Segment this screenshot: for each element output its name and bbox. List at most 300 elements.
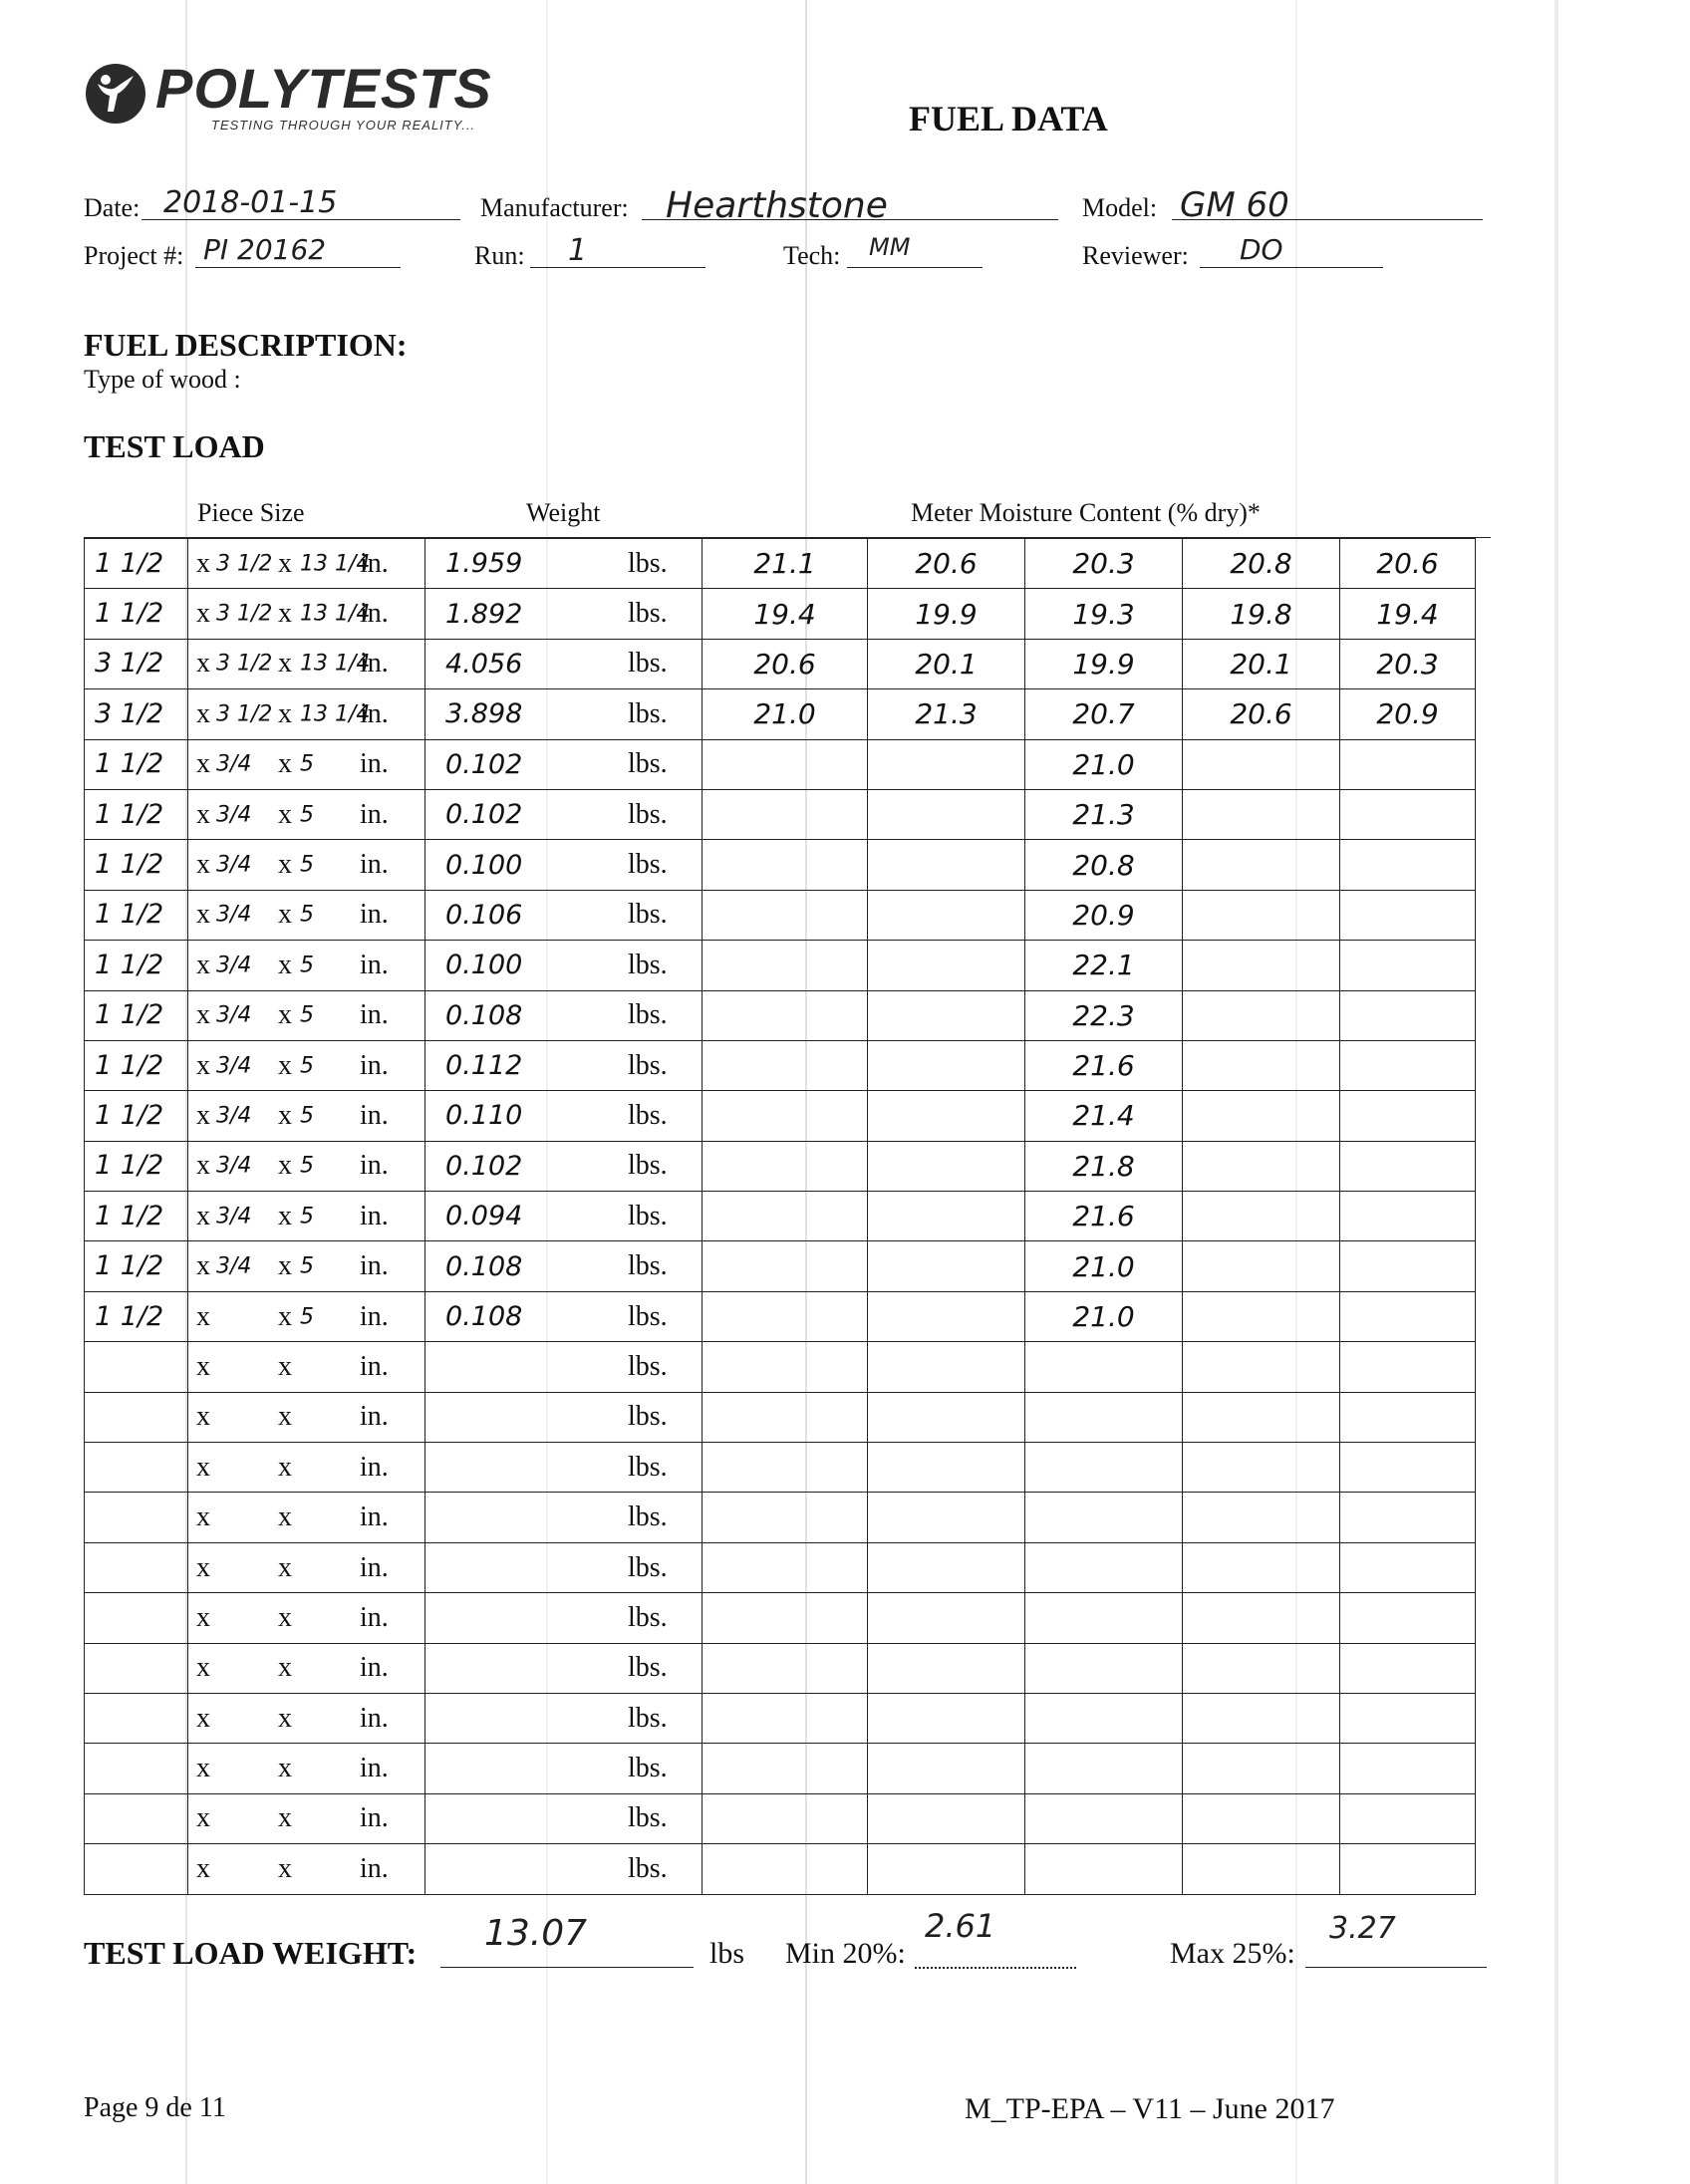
- thickness-cell[interactable]: [85, 1141, 188, 1191]
- moisture-cell[interactable]: [703, 1342, 868, 1392]
- manufacturer-value: Hearthstone: [666, 185, 888, 226]
- project-field[interactable]: [195, 233, 401, 268]
- weight-cell[interactable]: [425, 1693, 703, 1743]
- moisture-cell[interactable]: [703, 1141, 868, 1191]
- moisture-cell[interactable]: [868, 990, 1025, 1040]
- moisture-cell[interactable]: [868, 840, 1025, 890]
- piece-size-cell[interactable]: [188, 990, 425, 1040]
- moisture-cell[interactable]: [703, 1392, 868, 1442]
- moisture-cell[interactable]: [1183, 1643, 1340, 1693]
- moisture-cell[interactable]: [1340, 1542, 1476, 1592]
- moisture-cell[interactable]: [1340, 1493, 1476, 1542]
- moisture-cell[interactable]: [868, 1241, 1025, 1291]
- moisture-cell[interactable]: [868, 789, 1025, 839]
- thickness-cell[interactable]: [85, 539, 188, 589]
- moisture-cell[interactable]: [1183, 1040, 1340, 1090]
- moisture-cell[interactable]: [1340, 1593, 1476, 1643]
- piece-size-cell[interactable]: [188, 689, 425, 739]
- thickness-cell[interactable]: [85, 1091, 188, 1141]
- weight-cell[interactable]: [425, 789, 703, 839]
- piece-size-cell[interactable]: [188, 1744, 425, 1793]
- moisture-cell[interactable]: [1025, 1342, 1183, 1392]
- thickness-cell[interactable]: [85, 1693, 188, 1743]
- moisture-cell[interactable]: 20.6: [703, 639, 868, 688]
- moisture-cell[interactable]: [868, 1493, 1025, 1542]
- x-mark: x: [196, 1099, 210, 1131]
- x-mark: x: [278, 1551, 292, 1583]
- moisture-cell[interactable]: [703, 840, 868, 890]
- weight-cell[interactable]: [425, 589, 703, 639]
- moisture-cell[interactable]: [1025, 1844, 1183, 1894]
- moisture-cell[interactable]: [1183, 1392, 1340, 1442]
- moisture-cell[interactable]: [703, 1091, 868, 1141]
- moisture-cell[interactable]: [703, 1844, 868, 1894]
- lbs-unit: lbs.: [628, 1049, 668, 1081]
- thickness-cell[interactable]: [85, 990, 188, 1040]
- moisture-cell[interactable]: [1340, 1091, 1476, 1141]
- moisture-cell[interactable]: 21.4: [1025, 1091, 1183, 1141]
- model-value: GM 60: [1180, 185, 1289, 225]
- thickness-cell[interactable]: [85, 1643, 188, 1693]
- table-row: [85, 990, 1476, 1040]
- moisture-cell[interactable]: 21.6: [1025, 1040, 1183, 1090]
- inch-unit: in.: [360, 1350, 389, 1382]
- piece-size-cell[interactable]: [188, 890, 425, 940]
- moisture-cell[interactable]: [868, 1091, 1025, 1141]
- moisture-cell[interactable]: [703, 990, 868, 1040]
- moisture-cell[interactable]: [1183, 1342, 1340, 1392]
- moisture-cell[interactable]: [703, 1291, 868, 1341]
- moisture-cell[interactable]: 19.4: [703, 589, 868, 639]
- moisture-cell[interactable]: 20.3: [1340, 639, 1476, 688]
- piece-size-cell[interactable]: [188, 739, 425, 789]
- moisture-cell[interactable]: 22.3: [1025, 990, 1183, 1040]
- piece-size-cell[interactable]: [188, 1493, 425, 1542]
- x-mark: x: [196, 1852, 210, 1884]
- moisture-cell[interactable]: [1183, 840, 1340, 890]
- weight-cell[interactable]: [425, 1542, 703, 1592]
- moisture-cell[interactable]: [868, 1443, 1025, 1493]
- x-mark: x: [196, 1200, 210, 1231]
- min-20-label: Min 20%:: [785, 1937, 906, 1970]
- moisture-cell[interactable]: [868, 1844, 1025, 1894]
- lbs-unit: lbs.: [628, 1099, 668, 1131]
- moisture-cell[interactable]: [703, 1040, 868, 1090]
- lbs-unit: lbs.: [628, 697, 668, 729]
- moisture-cell[interactable]: [703, 739, 868, 789]
- moisture-cell[interactable]: [703, 1192, 868, 1241]
- thickness-cell[interactable]: [85, 1291, 188, 1341]
- moisture-cell[interactable]: [1340, 1342, 1476, 1392]
- moisture-cell[interactable]: 21.1: [703, 539, 868, 589]
- moisture-cell[interactable]: [703, 941, 868, 990]
- moisture-cell[interactable]: [1340, 941, 1476, 990]
- piece-size-cell[interactable]: [188, 639, 425, 688]
- weight-cell[interactable]: [425, 1643, 703, 1693]
- length-value: 5: [300, 953, 314, 978]
- manufacturer-field[interactable]: [642, 185, 1058, 226]
- moisture-cell[interactable]: [1183, 1091, 1340, 1141]
- reviewer-field[interactable]: [1200, 233, 1383, 268]
- piece-size-cell[interactable]: [188, 1643, 425, 1693]
- moisture-cell[interactable]: 20.8: [1025, 840, 1183, 890]
- piece-size-cell[interactable]: [188, 1040, 425, 1090]
- moisture-cell[interactable]: [868, 1744, 1025, 1793]
- moisture-cell[interactable]: [1340, 739, 1476, 789]
- moisture-cell[interactable]: 20.1: [1183, 639, 1340, 688]
- inch-unit: in.: [360, 798, 389, 830]
- weight-cell[interactable]: [425, 689, 703, 739]
- moisture-cell[interactable]: [1183, 1192, 1340, 1241]
- weight-cell[interactable]: [425, 1141, 703, 1191]
- thickness-value: 1 1/2: [95, 1300, 164, 1332]
- weight-cell[interactable]: [425, 1493, 703, 1542]
- thickness-cell[interactable]: [85, 739, 188, 789]
- piece-size-cell[interactable]: [188, 1141, 425, 1191]
- moisture-cell[interactable]: [1025, 1793, 1183, 1843]
- moisture-cell[interactable]: [1183, 1693, 1340, 1743]
- moisture-cell[interactable]: [868, 1040, 1025, 1090]
- moisture-cell[interactable]: [868, 1593, 1025, 1643]
- lbs-unit: lbs.: [628, 1753, 668, 1784]
- weight-cell[interactable]: [425, 739, 703, 789]
- weight-value: 4.056: [445, 648, 523, 680]
- table-row: [85, 1593, 1476, 1643]
- piece-size-cell[interactable]: [188, 1593, 425, 1643]
- thickness-cell[interactable]: [85, 1793, 188, 1843]
- weight-cell[interactable]: [425, 1392, 703, 1442]
- weight-cell[interactable]: [425, 890, 703, 940]
- thickness-cell[interactable]: [85, 1744, 188, 1793]
- piece-size-cell[interactable]: [188, 1091, 425, 1141]
- moisture-cell[interactable]: [1183, 739, 1340, 789]
- moisture-cell[interactable]: 20.7: [1025, 689, 1183, 739]
- piece-size-cell[interactable]: [188, 539, 425, 589]
- length-value: 5: [300, 902, 314, 928]
- moisture-cell[interactable]: [868, 1291, 1025, 1341]
- page-number: Page 9 de 11: [84, 2092, 226, 2123]
- moisture-cell[interactable]: [703, 1643, 868, 1693]
- moisture-cell[interactable]: [1340, 1241, 1476, 1291]
- table-row: [85, 1392, 1476, 1442]
- moisture-cell[interactable]: [1183, 1542, 1340, 1592]
- weight-cell[interactable]: [425, 1241, 703, 1291]
- thickness-value: 1 1/2: [95, 1049, 164, 1081]
- moisture-cell[interactable]: 20.3: [1025, 539, 1183, 589]
- weight-cell[interactable]: [425, 1091, 703, 1141]
- moisture-cell[interactable]: [1340, 840, 1476, 890]
- x-mark: x: [278, 1300, 292, 1332]
- weight-cell[interactable]: [425, 539, 703, 589]
- moisture-cell[interactable]: [1340, 1141, 1476, 1191]
- moisture-cell[interactable]: 21.8: [1025, 1141, 1183, 1191]
- test-load-weight-value: 13.07: [484, 1913, 588, 1954]
- moisture-cell[interactable]: [703, 1241, 868, 1291]
- moisture-cell[interactable]: [1340, 1040, 1476, 1090]
- piece-size-cell[interactable]: [188, 1542, 425, 1592]
- length-value: 13 1/4: [300, 601, 371, 627]
- moisture-cell[interactable]: 21.3: [1025, 789, 1183, 839]
- thickness-cell[interactable]: [85, 840, 188, 890]
- x-mark: x: [278, 1451, 292, 1483]
- width-value: 3 1/2: [216, 601, 273, 627]
- moisture-cell[interactable]: [703, 1793, 868, 1843]
- moisture-cell[interactable]: 20.9: [1340, 689, 1476, 739]
- moisture-cell[interactable]: [1183, 1493, 1340, 1542]
- model-field[interactable]: [1172, 185, 1483, 225]
- lbs-unit: lbs.: [628, 1150, 668, 1182]
- moisture-cell[interactable]: [1340, 789, 1476, 839]
- document-reference: M_TP-EPA – V11 – June 2017: [965, 2092, 1335, 2125]
- moisture-cell[interactable]: 19.9: [868, 589, 1025, 639]
- thickness-value: [85, 1652, 95, 1683]
- inch-unit: in.: [360, 1150, 389, 1182]
- thickness-value: [85, 1401, 95, 1432]
- moisture-cell[interactable]: 21.6: [1025, 1192, 1183, 1241]
- x-mark: x: [196, 1753, 210, 1784]
- moisture-cell[interactable]: 22.1: [1025, 941, 1183, 990]
- thickness-cell[interactable]: [85, 1443, 188, 1493]
- weight-cell[interactable]: [425, 1844, 703, 1894]
- moisture-cell[interactable]: 19.9: [1025, 639, 1183, 688]
- moisture-cell[interactable]: [1340, 1844, 1476, 1894]
- moisture-cell[interactable]: [868, 941, 1025, 990]
- length-value: 5: [300, 852, 314, 878]
- thickness-cell[interactable]: [85, 689, 188, 739]
- moisture-cell[interactable]: [703, 1693, 868, 1743]
- weight-cell[interactable]: [425, 941, 703, 990]
- moisture-cell[interactable]: 21.0: [1025, 1291, 1183, 1341]
- x-mark: x: [196, 899, 210, 931]
- inch-unit: in.: [360, 849, 389, 881]
- moisture-cell[interactable]: [1183, 941, 1340, 990]
- inch-unit: in.: [360, 598, 389, 630]
- inch-unit: in.: [360, 1200, 389, 1231]
- max-25-field[interactable]: [1305, 1911, 1487, 1968]
- table-row: [85, 1241, 1476, 1291]
- x-mark: x: [278, 1099, 292, 1131]
- weight-cell[interactable]: [425, 1342, 703, 1392]
- moisture-cell[interactable]: [868, 1192, 1025, 1241]
- run-field[interactable]: [530, 233, 705, 268]
- thickness-value: [85, 1452, 95, 1483]
- piece-size-cell[interactable]: [188, 1793, 425, 1843]
- piece-size-cell[interactable]: [188, 840, 425, 890]
- tech-field[interactable]: [847, 233, 983, 268]
- moisture-cell[interactable]: 21.0: [703, 689, 868, 739]
- fuel-description-heading: FUEL DESCRIPTION:: [84, 327, 408, 363]
- thickness-cell[interactable]: [85, 1192, 188, 1241]
- moisture-cell[interactable]: 21.0: [1025, 739, 1183, 789]
- weight-value: 0.110: [445, 1100, 523, 1132]
- moisture-cell[interactable]: [1025, 1443, 1183, 1493]
- moisture-cell[interactable]: [1183, 1744, 1340, 1793]
- moisture-cell[interactable]: [1340, 1192, 1476, 1241]
- moisture-cell[interactable]: [868, 739, 1025, 789]
- moisture-cell[interactable]: [1025, 1693, 1183, 1743]
- moisture-cell[interactable]: [1183, 1241, 1340, 1291]
- moisture-cell[interactable]: [703, 1744, 868, 1793]
- weight-cell[interactable]: [425, 1744, 703, 1793]
- moisture-cell[interactable]: [1340, 1643, 1476, 1693]
- width-value: 3/4: [216, 1153, 252, 1179]
- lbs-unit: lbs.: [628, 899, 668, 931]
- thickness-cell[interactable]: [85, 890, 188, 940]
- moisture-cell[interactable]: [868, 890, 1025, 940]
- test-load-table: [84, 538, 1476, 1895]
- piece-size-cell[interactable]: [188, 1693, 425, 1743]
- weight-cell[interactable]: [425, 1593, 703, 1643]
- moisture-cell[interactable]: [1025, 1392, 1183, 1442]
- x-mark: x: [196, 1250, 210, 1282]
- run-value: 1: [568, 233, 588, 268]
- moisture-cell[interactable]: [1340, 1744, 1476, 1793]
- brand-name: POLYTESTS: [155, 57, 492, 120]
- moisture-cell[interactable]: [868, 1793, 1025, 1843]
- weight-cell[interactable]: [425, 1040, 703, 1090]
- table-row: [85, 739, 1476, 789]
- moisture-cell[interactable]: [703, 1593, 868, 1643]
- piece-size-cell[interactable]: [188, 1392, 425, 1442]
- moisture-cell[interactable]: [1340, 990, 1476, 1040]
- lbs-unit: lbs.: [628, 1350, 668, 1382]
- thickness-cell[interactable]: [85, 639, 188, 688]
- moisture-cell[interactable]: 19.4: [1340, 589, 1476, 639]
- test-load-weight-field[interactable]: [440, 1913, 694, 1968]
- moisture-cell[interactable]: [868, 1643, 1025, 1693]
- moisture-cell[interactable]: [1183, 1443, 1340, 1493]
- moisture-cell[interactable]: [1183, 1141, 1340, 1191]
- thickness-cell[interactable]: [85, 789, 188, 839]
- piece-size-cell[interactable]: [188, 1291, 425, 1341]
- moisture-cell[interactable]: [1183, 990, 1340, 1040]
- x-mark: x: [196, 1502, 210, 1533]
- moisture-cell[interactable]: 20.6: [868, 539, 1025, 589]
- piece-size-cell[interactable]: [188, 1192, 425, 1241]
- thickness-cell[interactable]: [85, 589, 188, 639]
- weight-cell[interactable]: [425, 1793, 703, 1843]
- date-label: Date:: [84, 193, 141, 222]
- moisture-cell[interactable]: [1183, 1291, 1340, 1341]
- thickness-cell[interactable]: [85, 1241, 188, 1291]
- weight-header: Weight: [526, 498, 601, 527]
- piece-size-cell[interactable]: [188, 941, 425, 990]
- moisture-cell[interactable]: [1025, 1542, 1183, 1592]
- moisture-cell[interactable]: [1340, 1443, 1476, 1493]
- x-mark: x: [278, 1401, 292, 1433]
- weight-cell[interactable]: [425, 639, 703, 688]
- lbs-unit: lbs.: [628, 949, 668, 980]
- moisture-cell[interactable]: [868, 1542, 1025, 1592]
- moisture-cell[interactable]: [703, 789, 868, 839]
- moisture-cell[interactable]: [1340, 1793, 1476, 1843]
- length-value: 5: [300, 751, 314, 777]
- moisture-cell[interactable]: 20.1: [868, 639, 1025, 688]
- moisture-cell[interactable]: 20.9: [1025, 890, 1183, 940]
- moisture-cell[interactable]: [868, 1141, 1025, 1191]
- moisture-cell[interactable]: [703, 1542, 868, 1592]
- weight-value: 3.898: [445, 698, 523, 730]
- weight-cell[interactable]: [425, 1291, 703, 1341]
- moisture-cell[interactable]: [703, 890, 868, 940]
- moisture-cell[interactable]: [1183, 789, 1340, 839]
- moisture-cell[interactable]: [1025, 1643, 1183, 1693]
- width-value: 3 1/2: [216, 701, 273, 727]
- thickness-cell[interactable]: [85, 1040, 188, 1090]
- moisture-cell[interactable]: [1183, 1593, 1340, 1643]
- inch-unit: in.: [360, 1502, 389, 1533]
- moisture-cell[interactable]: [703, 1493, 868, 1542]
- min-20-field[interactable]: [915, 1907, 1076, 1969]
- piece-size-cell[interactable]: [188, 1241, 425, 1291]
- moisture-cell[interactable]: 20.6: [1340, 539, 1476, 589]
- thickness-cell[interactable]: [85, 1844, 188, 1894]
- moisture-cell[interactable]: [1183, 890, 1340, 940]
- piece-size-cell[interactable]: [188, 789, 425, 839]
- thickness-cell[interactable]: [85, 1392, 188, 1442]
- moisture-cell[interactable]: 20.8: [1183, 539, 1340, 589]
- piece-size-cell[interactable]: [188, 1844, 425, 1894]
- moisture-cell[interactable]: [1340, 1693, 1476, 1743]
- moisture-cell[interactable]: [1340, 1291, 1476, 1341]
- weight-cell[interactable]: [425, 1192, 703, 1241]
- weight-value: 1.959: [445, 548, 523, 580]
- thickness-cell[interactable]: [85, 1542, 188, 1592]
- piece-size-cell[interactable]: [188, 589, 425, 639]
- moisture-cell[interactable]: [1025, 1493, 1183, 1542]
- thickness-cell[interactable]: [85, 1342, 188, 1392]
- polytests-logo-icon: [84, 62, 147, 126]
- x-mark: x: [278, 1601, 292, 1633]
- moisture-cell[interactable]: [1183, 1793, 1340, 1843]
- moisture-cell[interactable]: [1025, 1593, 1183, 1643]
- moisture-header: Meter Moisture Content (% dry)*: [911, 498, 1261, 527]
- piece-size-cell[interactable]: [188, 1342, 425, 1392]
- piece-size-cell[interactable]: [188, 1443, 425, 1493]
- moisture-cell[interactable]: 19.3: [1025, 589, 1183, 639]
- wood-type-value[interactable]: [261, 363, 560, 393]
- moisture-cell[interactable]: [868, 1342, 1025, 1392]
- moisture-cell[interactable]: [868, 1693, 1025, 1743]
- moisture-cell[interactable]: 21.3: [868, 689, 1025, 739]
- moisture-cell[interactable]: [1025, 1744, 1183, 1793]
- thickness-cell[interactable]: [85, 1493, 188, 1542]
- moisture-cell[interactable]: 21.0: [1025, 1241, 1183, 1291]
- lbs-unit: lbs.: [628, 748, 668, 780]
- x-mark: x: [196, 1802, 210, 1834]
- weight-cell[interactable]: [425, 990, 703, 1040]
- width-value: 3/4: [216, 1253, 252, 1279]
- thickness-value: 1 1/2: [95, 547, 164, 579]
- x-mark: x: [196, 1049, 210, 1081]
- width-value: 3/4: [216, 852, 252, 878]
- moisture-cell[interactable]: [1340, 1392, 1476, 1442]
- weight-cell[interactable]: [425, 1443, 703, 1493]
- thickness-cell[interactable]: [85, 941, 188, 990]
- table-row: [85, 1493, 1476, 1542]
- weight-cell[interactable]: [425, 840, 703, 890]
- thickness-cell[interactable]: [85, 1593, 188, 1643]
- moisture-cell[interactable]: [868, 1392, 1025, 1442]
- moisture-cell[interactable]: [703, 1443, 868, 1493]
- inch-unit: in.: [360, 1451, 389, 1483]
- date-field[interactable]: [141, 185, 460, 220]
- moisture-cell[interactable]: 20.6: [1183, 689, 1340, 739]
- moisture-cell[interactable]: [1183, 1844, 1340, 1894]
- inch-unit: in.: [360, 1702, 389, 1734]
- moisture-cell[interactable]: 19.8: [1183, 589, 1340, 639]
- moisture-cell[interactable]: [1340, 890, 1476, 940]
